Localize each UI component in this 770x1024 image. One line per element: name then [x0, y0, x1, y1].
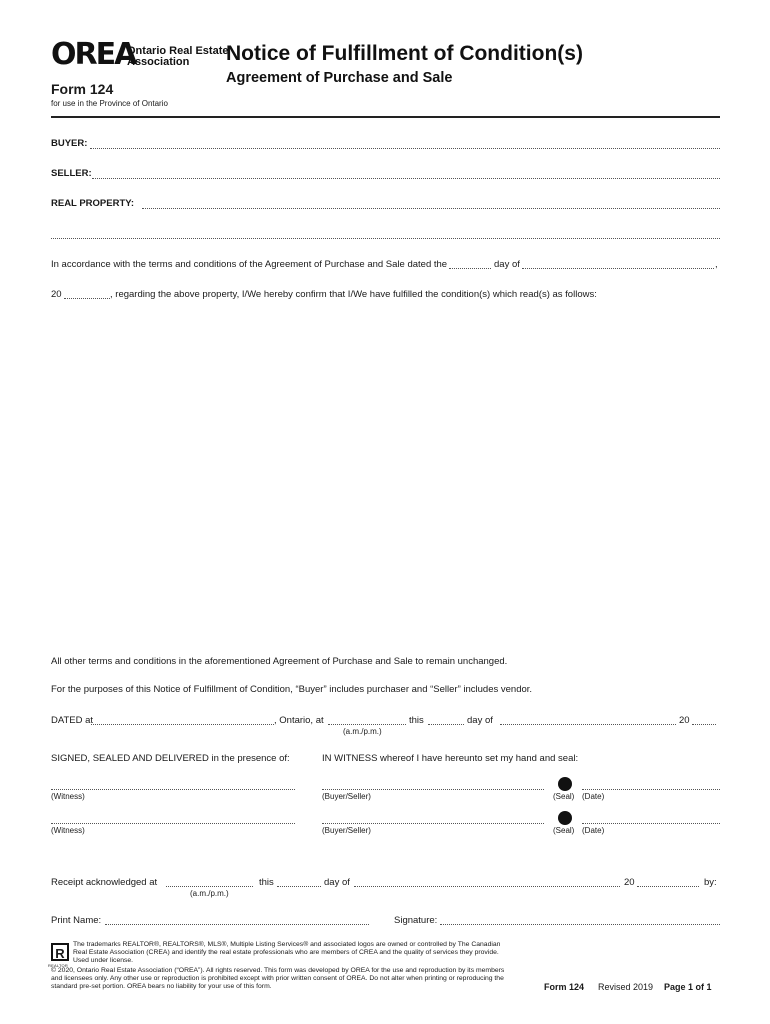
- agreement-day-of: day of: [494, 259, 520, 270]
- property-label: REAL PROPERTY:: [51, 198, 135, 209]
- agreement-year-field[interactable]: [64, 298, 110, 299]
- buyer-seller-label-2: (Buyer/Seller): [322, 826, 371, 835]
- witness-signature-1[interactable]: [51, 789, 295, 790]
- receipt-ampm-note: (a.m./p.m.): [190, 889, 229, 898]
- ontario-at-label: , Ontario, at: [274, 715, 324, 726]
- confirm-text: , regarding the above property, I/We hereby confirm that I/We have fulfilled the condition(s) which read(s) as follows:: [110, 289, 597, 300]
- other-terms-text: All other terms and conditions in the aforementioned Agreement of Purchase and Sale to remain unchanged.: [51, 656, 508, 667]
- year-prefix: 20: [51, 289, 62, 300]
- province-note: for use in the Province of Ontario: [51, 99, 168, 108]
- receipt-month-field[interactable]: [354, 886, 620, 887]
- logo-line-1: Ontario Real Estate: [127, 45, 229, 57]
- dated-time-field[interactable]: [328, 724, 406, 725]
- page-subtitle: Agreement of Purchase and Sale: [226, 70, 453, 86]
- agreement-month-field[interactable]: [522, 268, 714, 269]
- footer-form-number: Form 124: [544, 982, 585, 992]
- date-label-1: (Date): [582, 792, 605, 801]
- signature-field[interactable]: [440, 924, 720, 925]
- page-title: Notice of Fulfillment of Condition(s): [226, 42, 583, 65]
- witness-signature-2[interactable]: [51, 823, 295, 824]
- receipt-year-label: 20: [624, 877, 635, 888]
- footer-page-number: Page 1 of 1: [664, 982, 712, 992]
- orea-logo-text: [127, 46, 228, 68]
- seal-label-2: (Seal): [553, 826, 575, 835]
- copyright-notice: © 2020, Ontario Real Estate Association (“OREA”). All rights reserved. This form was developed by OREA for the use and reproduction by its members and licensees only. Any other use or reproduction is prohibited except with prior written consent of OREA. Do not alter when printing or reproducing the standard pre-set portion. OREA bears no liability for your use of this form.: [51, 967, 505, 990]
- buyer-seller-signature-1[interactable]: [322, 789, 544, 790]
- seal-dot-icon: [558, 811, 572, 825]
- receipt-this-label: this: [259, 877, 274, 888]
- date-label-2: (Date): [582, 826, 605, 835]
- orea-logo: OREA: [51, 37, 136, 72]
- receipt-label: Receipt acknowledged at: [51, 877, 158, 888]
- header-divider: [51, 116, 720, 118]
- seal-label-1: (Seal): [553, 792, 575, 801]
- receipt-day-of-label: day of: [324, 877, 350, 888]
- property-field-line-2[interactable]: [51, 238, 720, 239]
- buyer-field[interactable]: [90, 148, 720, 149]
- print-name-field[interactable]: [105, 924, 369, 925]
- buyer-seller-label-1: (Buyer/Seller): [322, 792, 371, 801]
- dated-ampm-note: (a.m./p.m.): [343, 727, 382, 736]
- buyer-seller-signature-2[interactable]: [322, 823, 544, 824]
- witness-label-1: (Witness): [51, 792, 85, 801]
- purposes-text: For the purposes of this Notice of Fulfillment of Condition, “Buyer” includes purchaser and “Seller” includes vendor.: [51, 684, 533, 695]
- dated-at-label: DATED at: [51, 715, 94, 726]
- receipt-by-label: by:: [704, 877, 717, 888]
- dated-month-field[interactable]: [500, 724, 676, 725]
- signature-label: Signature:: [394, 915, 438, 926]
- accordance-text: In accordance with the terms and conditions of the Agreement of Purchase and Sale dated the: [51, 259, 448, 270]
- in-witness-label: IN WITNESS whereof I have hereunto set my hand and seal:: [322, 753, 579, 764]
- dated-at-field[interactable]: [91, 724, 274, 725]
- trademark-notice: The trademarks REALTOR®, REALTORS®, MLS®, Multiple Listing Services® and associated logos are owned or controlled by The Canadian Real Estate Association (CREA) and identify the real estate professionals who are members of CREA and the quality of services they provide. Used under license.: [73, 941, 501, 964]
- seller-label: SELLER:: [51, 168, 92, 179]
- realtor-logo: R: [51, 943, 69, 961]
- dated-year-field[interactable]: [692, 724, 716, 725]
- buyer-label: BUYER:: [51, 138, 88, 149]
- dated-this-label: this: [409, 715, 424, 726]
- realtor-logo-word: REALTOR: [48, 963, 68, 968]
- date-field-1[interactable]: [582, 789, 720, 790]
- dated-year-label: 20: [679, 715, 690, 726]
- receipt-time-field[interactable]: [166, 886, 253, 887]
- dated-day-of-label: day of: [467, 715, 493, 726]
- form-number: Form 124: [51, 81, 114, 97]
- dated-day-field[interactable]: [428, 724, 464, 725]
- receipt-year-field[interactable]: [637, 886, 699, 887]
- receipt-day-field[interactable]: [277, 886, 321, 887]
- agreement-day-field[interactable]: [449, 268, 491, 269]
- signed-sealed-label: SIGNED, SEALED AND DELIVERED in the presence of:: [51, 753, 290, 764]
- seller-field[interactable]: [92, 178, 720, 179]
- witness-label-2: (Witness): [51, 826, 85, 835]
- logo-line-2: Association: [127, 56, 190, 68]
- seal-dot-icon: [558, 777, 572, 791]
- property-field[interactable]: [142, 208, 720, 209]
- date-field-2[interactable]: [582, 823, 720, 824]
- print-name-label: Print Name:: [51, 915, 102, 926]
- footer-revised: Revised 2019: [598, 982, 654, 992]
